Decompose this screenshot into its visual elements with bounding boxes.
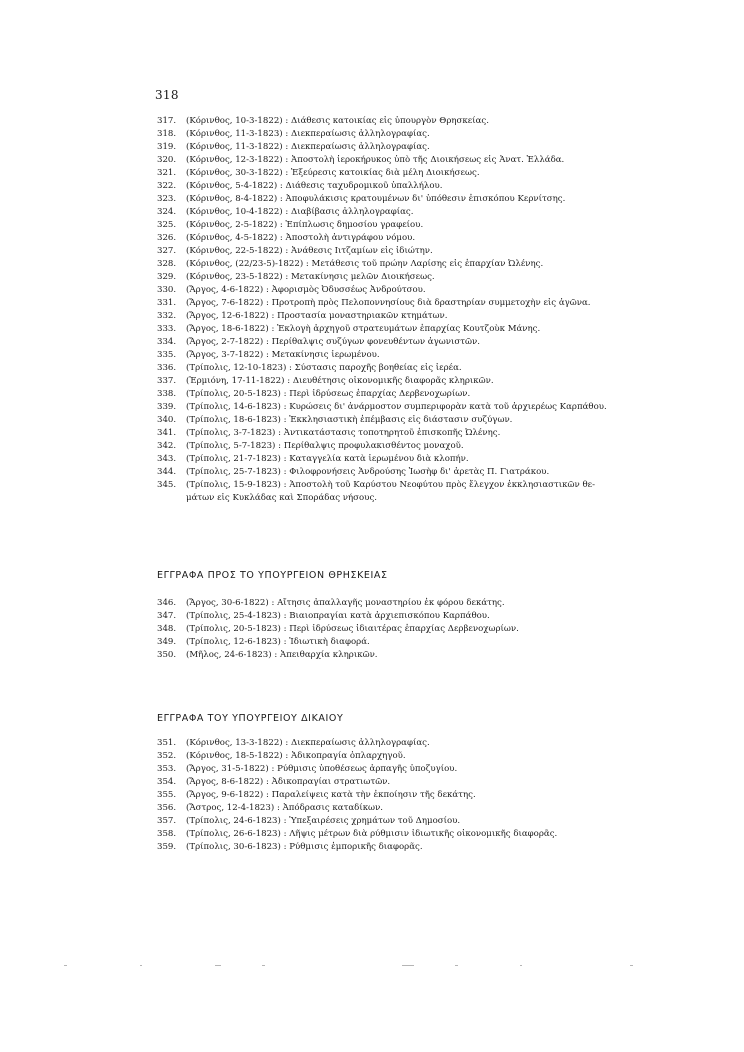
entry-text: (Τρίπολις, 3-7-1823) : Ἀντικατάστασις τοποτηρητοῦ ἐπισκοπῆς Ὠλένης. (186, 428, 501, 438)
entry-text: (Μῆλος, 24-6-1823) : Ἀπειθαρχία κληρικῶν. (186, 650, 378, 660)
entry-number: 340. (157, 415, 177, 425)
entry-number: 338. (157, 389, 177, 399)
entry-number: 345. (157, 480, 177, 490)
entry-text: (Κόρινθος, 12-3-1822) : Ἀποστολὴ ἱεροκήρυκος ὑπὸ τῆς Διοικήσεως εἰς Ἀνατ. Ἑλλάδα. (186, 155, 565, 165)
entry-number: 332. (157, 311, 177, 321)
scan-speck (402, 965, 414, 966)
entry-text: (Κόρινθος, 2-5-1822) : Ἐπίπλωσις δημοσίου γραφείου. (186, 220, 424, 230)
entry-number: 337. (157, 376, 177, 386)
entry-text: (Ἄργος, 8-6-1822) : Ἀδικοπραγίαι στρατιωτῶν. (186, 777, 391, 787)
entry-text: (Κόρινθος, 5-4-1822) : Διάθεσις ταχυδρομικοῦ ὑπαλλήλου. (186, 181, 443, 191)
entry-text: (Τρίπολις, 5-7-1823) : Περίθαλψις προφυλακισθέντος μοναχοῦ. (186, 441, 464, 451)
entry-number: 349. (157, 637, 177, 647)
entry-number: 324. (157, 207, 177, 217)
scan-speck (455, 965, 458, 966)
entry-number: 317. (157, 116, 177, 126)
entry-text: (Ἄργος, 12-6-1822) : Προστασία μοναστηριακῶν κτημάτων. (186, 311, 448, 321)
entry-text: (Ἄργος, 7-6-1822) : Προτροπὴ πρὸς Πελοποννησίους διὰ δραστηρίαν συμμετοχὴν εἰς ἀγῶνα. (186, 298, 591, 308)
entry-number: 347. (157, 611, 177, 621)
scan-speck (215, 965, 221, 966)
entry-text: (Ἄργος, 9-6-1822) : Παραλείψεις κατὰ τὴν ἐκποίησιν τῆς δεκάτης. (186, 790, 476, 800)
entry-text: (Τρίπολις, 25-4-1823) : Βιαιοπραγίαι κατὰ ἀρχιεπισκόπου Καρπάθου. (186, 611, 490, 621)
entry-number: 356. (157, 803, 177, 813)
entry-number: 350. (157, 650, 177, 660)
entry-number: 329. (157, 272, 177, 282)
entry-text: (Κόρινθος, 11-3-1823) : Διεκπεραίωσις ἀλληλογραφίας. (186, 129, 430, 139)
entry-text: (Τρίπολις, 26-6-1823) : Λῆψις μέτρων διὰ ρύθμισιν ἰδιωτικῆς οἰκονομικῆς διαφορᾶς. (186, 829, 558, 839)
scan-speck (64, 965, 67, 966)
page-number: 318 (155, 88, 179, 102)
entry-text: (Τρίπολις, 21-7-1823) : Καταγγελία κατὰ ἱερωμένου διὰ κλοπήν. (186, 454, 469, 464)
entry-text: (Κόρινθος, 22-5-1822) : Ἀνάθεσις Ιιτζαμίων εἰς ἰδιώτην. (186, 246, 433, 256)
entry-number: 320. (157, 155, 177, 165)
scan-specks (0, 955, 744, 975)
entry-text: (Τρίπολις, 20-5-1823) : Περὶ ἱδρύσεως ἐπαρχίας Δερβενοχωρίων. (186, 389, 471, 399)
entry-number: 359. (157, 842, 177, 852)
entry-number: 327. (157, 246, 177, 256)
entry-number: 326. (157, 233, 177, 243)
entry-text: (Ἄργος, 4-6-1822) : Ἀφορισμὸς Ὀδυσσέως Ἀνδρούτσου. (186, 285, 426, 295)
entry-number: 357. (157, 816, 177, 826)
entry-number: 318. (157, 129, 177, 139)
entry-number: 325. (157, 220, 177, 230)
section-title-justice: ΕΓΓΡΑΦΑ ΤΟΥ ΥΠΟΥΡΓΕΙΟΥ ΔΙΚΑΙΟΥ (157, 713, 344, 724)
entry-number: 351. (157, 738, 177, 748)
entry-number: 336. (157, 363, 177, 373)
entry-text: (Κόρινθος, (22/23-5)-1822) : Μετάθεσις τοῦ πρώην Λαρίσης εἰς ἐπαρχίαν Ὠλένης. (186, 259, 544, 269)
entry-number: 358. (157, 829, 177, 839)
entry-text: (Κόρινθος, 30-3-1822) : Ἐξεύρεσις κατοικίας διὰ μέλη Διοικήσεως. (186, 168, 480, 178)
entry-text: (Κόρινθος, 11-3-1822) : Διεκπεραίωσις ἀλληλογραφίας. (186, 142, 430, 152)
entry-text: (Κόρινθος, 18-5-1822) : Ἀδικοπραγία ὁπλαρχηγοῦ. (186, 751, 406, 761)
entry-number: 319. (157, 142, 177, 152)
scan-speck (520, 965, 522, 966)
entry-text: (Τρίπολις, 12-6-1823) : Ἰδιωτικὴ διαφορά. (186, 637, 370, 647)
section-title-religion: ΕΓΓΡΑΦΑ ΠΡΟΣ ΤΟ ΥΠΟΥΡΓΕΙΟΝ ΘΡΗΣΚΕΙΑΣ (157, 570, 388, 581)
entry-text: (Τρίπολις, 15-9-1823) : Ἀποστολὴ τοῦ Καρύστου Νεοφύτου πρὸς ἔλεγχον ἐκκλησιαστικῶν θε- (186, 480, 596, 490)
entry-text: (Τρίπολις, 30-6-1823) : Ρύθμισις ἐμπορικῆς διαφορᾶς. (186, 842, 423, 852)
entry-number: 353. (157, 764, 177, 774)
entry-number: 355. (157, 790, 177, 800)
entry-text: (Ἄργος, 31-5-1822) : Ρύθμισις ὑποθέσεως ἁρπαγῆς ὑποζυγίου. (186, 764, 458, 774)
entry-text: (Τρίπολις, 14-6-1823) : Κυρώσεις δι' ἀνάρμοστον συμπεριφορὰν κατὰ τοῦ ἀρχιερέως Καρπάθου. (186, 402, 607, 412)
entry-text: (Ἄστρος, 12-4-1823) : Ἀπόδρασις καταδίκων. (186, 803, 384, 813)
entry-text: (Ἄργος, 18-6-1822) : Ἐκλογὴ ἀρχηγοῦ στρατευμάτων ἐπαρχίας Κουτζοὺκ Μάνης. (186, 324, 541, 334)
entry-number: 354. (157, 777, 177, 787)
scan-speck (630, 965, 633, 966)
scan-speck (140, 965, 142, 966)
entry-text: (Ἄργος, 3-7-1822) : Μετακίνησις ἱερωμένου. (186, 350, 380, 360)
entry-number: 341. (157, 428, 177, 438)
entry-number: 352. (157, 751, 177, 761)
entry-text: (Κόρινθος, 23-5-1822) : Μετακίνησις μελῶν Διοικήσεως. (186, 272, 435, 282)
entry-text: (Κόρινθος, 13-3-1822) : Διεκπεραίωσις ἀλληλογραφίας. (186, 738, 430, 748)
entry-text-continuation: μάτων εἰς Κυκλάδας καὶ Σποράδας νήσους. (186, 493, 377, 503)
entry-number: 339. (157, 402, 177, 412)
entry-text: (Κόρινθος, 4-5-1822) : Ἀποστολὴ ἀντιγράφου νόμου. (186, 233, 416, 243)
entry-text: (Ἄργος, 2-7-1822) : Περίθαλψις συζύγων φονευθέντων ἀγωνιστῶν. (186, 337, 480, 347)
entry-number: 322. (157, 181, 177, 191)
entry-text: (Κόρινθος, 10-3-1822) : Διάθεσις κατοικίας εἰς ὑπουργὸν Θρησκείας. (186, 116, 489, 126)
scan-speck (262, 965, 265, 966)
entry-number: 323. (157, 194, 177, 204)
entry-text: (Ἄργος, 30-6-1822) : Αἴτησις ἀπαλλαγῆς μοναστηρίου ἐκ φόρου δεκάτης. (186, 598, 505, 608)
entry-text: (Τρίπολις, 12-10-1823) : Σύστασις παροχῆς βοηθείας εἰς ἱερέα. (186, 363, 462, 373)
entry-number: 331. (157, 298, 177, 308)
entry-number: 343. (157, 454, 177, 464)
entry-number: 335. (157, 350, 177, 360)
entry-number: 348. (157, 624, 177, 634)
entry-number: 344. (157, 467, 177, 477)
entry-number: 342. (157, 441, 177, 451)
entry-text: (Κόρινθος, 8-4-1822) : Ἀποφυλάκισις κρατουμένων δι' ὑπόθεσιν ἐπισκόπου Κερνίτσης. (186, 194, 566, 204)
entry-number: 346. (157, 598, 177, 608)
entry-number: 328. (157, 259, 177, 269)
entry-text: (Τρίπολις, 25-7-1823) : Φιλοφρονήσεις Ἀνδρούσης Ἰωσὴφ δι' ἀρετὰς Π. Γιατράκου. (186, 467, 550, 477)
entry-number: 334. (157, 337, 177, 347)
entry-number: 333. (157, 324, 177, 334)
entry-text: (Τρίπολις, 18-6-1823) : Ἐκκλησιαστικὴ ἐπέμβασις εἰς διάστασιν συζύγων. (186, 415, 513, 425)
entry-text: (Τρίπολις, 20-5-1823) : Περὶ ἱδρύσεως ἰδιαιτέρας ἐπαρχίας Δερβενοχωρίων. (186, 624, 519, 634)
entry-number: 330. (157, 285, 177, 295)
entry-text: (Κόρινθος, 10-4-1822) : Διαβίβασις ἀλληλογραφίας. (186, 207, 414, 217)
entry-number: 321. (157, 168, 177, 178)
entry-text: (Ἑρμιόνη, 17-11-1822) : Διευθέτησις οἰκονομικῆς διαφορᾶς κληρικῶν. (186, 376, 494, 386)
entry-text: (Τρίπολις, 24-6-1823) : Ὑπεξαιρέσεις χρημάτων τοῦ Δημοσίου. (186, 816, 461, 826)
